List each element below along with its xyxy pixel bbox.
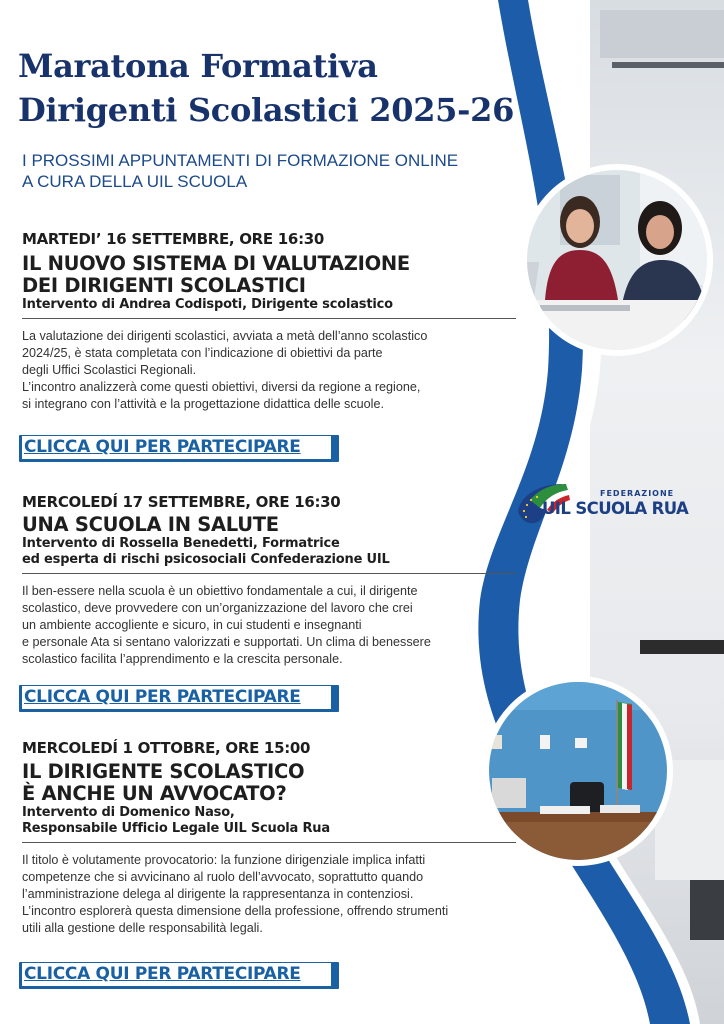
event-speaker: ed esperta di rischi psicosociali Confederazione UIL <box>22 552 390 567</box>
event-description-line: degli Uffici Scolastici Regionali. <box>22 363 197 377</box>
event-description-line: Il titolo è volutamente provocatorio: la funzione dirigenziale implica infatti <box>22 853 426 867</box>
title-line-2: Dirigenti Scolastici 2025-26 <box>18 91 515 129</box>
register-button-event-1[interactable] <box>19 435 339 462</box>
subtitle-line-2: A CURA DELLA UIL SCUOLA <box>22 172 248 191</box>
event-title-line: UNA SCUOLA IN SALUTE <box>22 513 279 536</box>
subtitle <box>22 150 458 192</box>
event-description-line: scolastico, deve provvedere con un’organizzazione del lavoro che crei <box>22 601 413 615</box>
event-description-line: 2024/25, è stata completata con l’indicazione di obiettivi da parte <box>22 346 383 360</box>
event-2 <box>22 492 516 668</box>
divider <box>22 573 516 574</box>
event-title-line: DEI DIRIGENTI SCOLASTICI <box>22 274 306 297</box>
uil-scuola-rua-logo <box>512 479 690 535</box>
event-speaker: Responsabile Ufficio Legale UIL Scuola Rua <box>22 821 330 836</box>
event-title-line: IL DIRIGENTE SCOLASTICO <box>22 760 305 783</box>
page-title <box>18 44 514 132</box>
event-speaker: Intervento di Domenico Naso, <box>22 805 235 820</box>
title-line-1: Maratona Formativa <box>18 47 378 85</box>
event-description-line: un ambiente accogliente e sicuro, in cui studenti e insegnanti <box>22 618 362 632</box>
event-description-line: e personale Ata si sentano valorizzati e supportati. Un clima di benessere <box>22 635 431 649</box>
event-1 <box>22 229 516 413</box>
event-description-line: Il ben-essere nella scuola è un obiettivo fondamentale a cui, il dirigente <box>22 584 418 598</box>
divider <box>22 318 516 319</box>
event-3 <box>22 738 516 937</box>
event-title-line: È ANCHE UN AVVOCATO? <box>22 782 287 805</box>
register-button-event-3[interactable] <box>19 962 339 989</box>
event-title-line: IL NUOVO SISTEMA DI VALUTAZIONE <box>22 252 410 275</box>
event-description-line: l’amministrazione delega al dirigente la rappresentanza in contenziosi. <box>22 887 414 901</box>
register-link-event-2[interactable]: CLICCA QUI PER PARTECIPARE <box>22 686 331 709</box>
event-description-line: si integrano con l’attività e la progettazione didattica delle scuole. <box>22 397 384 411</box>
register-link-event-1[interactable]: CLICCA QUI PER PARTECIPARE <box>22 436 331 459</box>
event-speaker: Intervento di Andrea Codispoti, Dirigente scolastico <box>22 297 393 312</box>
subtitle-line-1: I PROSSIMI APPUNTAMENTI DI FORMAZIONE ONLINE <box>22 151 459 170</box>
event-date: MERCOLEDÍ 17 SETTEMBRE, ORE 16:30 <box>22 493 341 511</box>
event-description-line: La valutazione dei dirigenti scolastici, avviata a metà dell’anno scolastico <box>22 329 428 343</box>
event-date: MERCOLEDÍ 1 OTTOBRE, ORE 15:00 <box>22 739 311 757</box>
event-description-line: L’incontro esplorerà questa dimensione della professione, offrendo strumenti <box>22 904 449 918</box>
event-description-line: scolastico facilita l’apprendimento e la crescita personale. <box>22 652 343 666</box>
divider <box>22 842 516 843</box>
event-description-line: competenze che si avvicinano al ruolo dell’avvocato, soprattutto quando <box>22 870 424 884</box>
register-link-event-3[interactable]: CLICCA QUI PER PARTECIPARE <box>22 963 331 986</box>
event-description-line: L’incontro analizzerà come questi obiettivi, diversi da regione a regione, <box>22 380 421 394</box>
event-description-line: utili alla gestione delle responsabilità legali. <box>22 921 263 935</box>
logo-name: UIL SCUOLA RUA <box>542 499 689 518</box>
event-date: MARTEDI’ 16 SETTEMBRE, ORE 16:30 <box>22 230 325 248</box>
logo-federazione: FEDERAZIONE <box>600 489 675 498</box>
event-speaker: Intervento di Rossella Benedetti, Formatrice <box>22 536 340 551</box>
register-button-event-2[interactable] <box>19 685 339 712</box>
